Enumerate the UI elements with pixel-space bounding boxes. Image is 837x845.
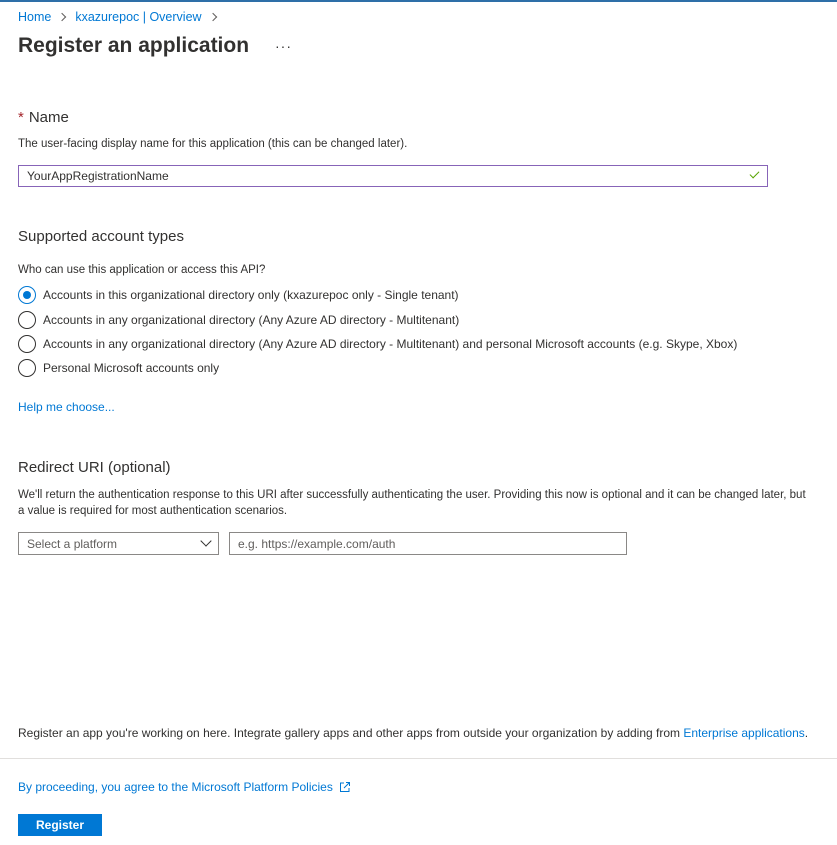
external-link-icon <box>339 781 351 793</box>
app-name-input[interactable] <box>18 165 768 187</box>
radio-label: Accounts in any organizational directory (Any Azure AD directory - Multitenant) <box>43 313 460 327</box>
footer-note-text: Register an app you're working on here. Integrate gallery apps and other apps from outside your organization by adding from <box>18 726 684 740</box>
name-heading-label: Name <box>28 109 69 126</box>
account-type-option-single-tenant[interactable] <box>18 286 459 304</box>
name-heading <box>18 109 69 126</box>
breadcrumb <box>18 10 226 24</box>
more-options-button[interactable]: ··· <box>275 38 292 54</box>
platform-select-placeholder: Select a platform <box>27 536 118 551</box>
platform-select[interactable] <box>18 532 219 555</box>
footer-note <box>18 726 808 740</box>
page-title: Register an application <box>18 34 250 57</box>
redirect-uri-description: We'll return the authentication response to this URI after successfully authenticating the user. Providing this now is optional and it can be changed later, but a value is required for most authentication scenarios. <box>18 489 806 517</box>
name-description: The user-facing display name for this application (this can be changed later). <box>18 138 408 150</box>
radio-label: Accounts in any organizational directory (Any Azure AD directory - Multitenant) and personal Microsoft accounts (e.g. Skype, Xbox) <box>43 337 738 351</box>
breadcrumb-home-link[interactable]: Home <box>18 10 52 24</box>
help-me-choose-link[interactable]: Help me choose... <box>18 400 115 414</box>
radio-label: Personal Microsoft accounts only <box>43 361 220 375</box>
chevron-down-icon <box>200 535 211 546</box>
register-button[interactable]: Register <box>18 814 102 836</box>
account-types-question: Who can use this application or access this API? <box>18 264 266 276</box>
account-type-option-personal-only[interactable] <box>18 359 219 377</box>
enterprise-applications-link[interactable]: Enterprise applications <box>683 726 805 740</box>
footer-note-period: . <box>804 726 809 740</box>
checkmark-icon <box>750 169 760 179</box>
chevron-right-icon <box>208 13 216 21</box>
radio-button[interactable] <box>18 335 36 353</box>
radio-button[interactable] <box>18 286 36 304</box>
footer-divider <box>0 758 837 759</box>
platform-policies-label: By proceeding, you agree to the Microsoft Platform Policies <box>18 780 333 794</box>
platform-policies-link[interactable] <box>18 780 351 794</box>
redirect-uri-input[interactable] <box>229 532 627 555</box>
radio-button[interactable] <box>18 359 36 377</box>
account-type-option-multitenant-personal[interactable] <box>18 335 737 353</box>
top-accent-line <box>0 0 837 2</box>
breadcrumb-parent-link[interactable]: kxazurepoc | Overview <box>75 10 202 24</box>
app-name-value: YourAppRegistrationName <box>27 169 169 183</box>
radio-label: Accounts in this organizational directory only (kxazurepoc only - Single tenant) <box>43 288 459 302</box>
radio-button[interactable] <box>18 311 36 329</box>
required-mark: * <box>18 109 24 126</box>
account-types-heading: Supported account types <box>18 228 184 245</box>
account-type-option-multitenant[interactable] <box>18 311 459 329</box>
chevron-right-icon <box>58 13 66 21</box>
redirect-uri-heading: Redirect URI (optional) <box>18 459 171 476</box>
